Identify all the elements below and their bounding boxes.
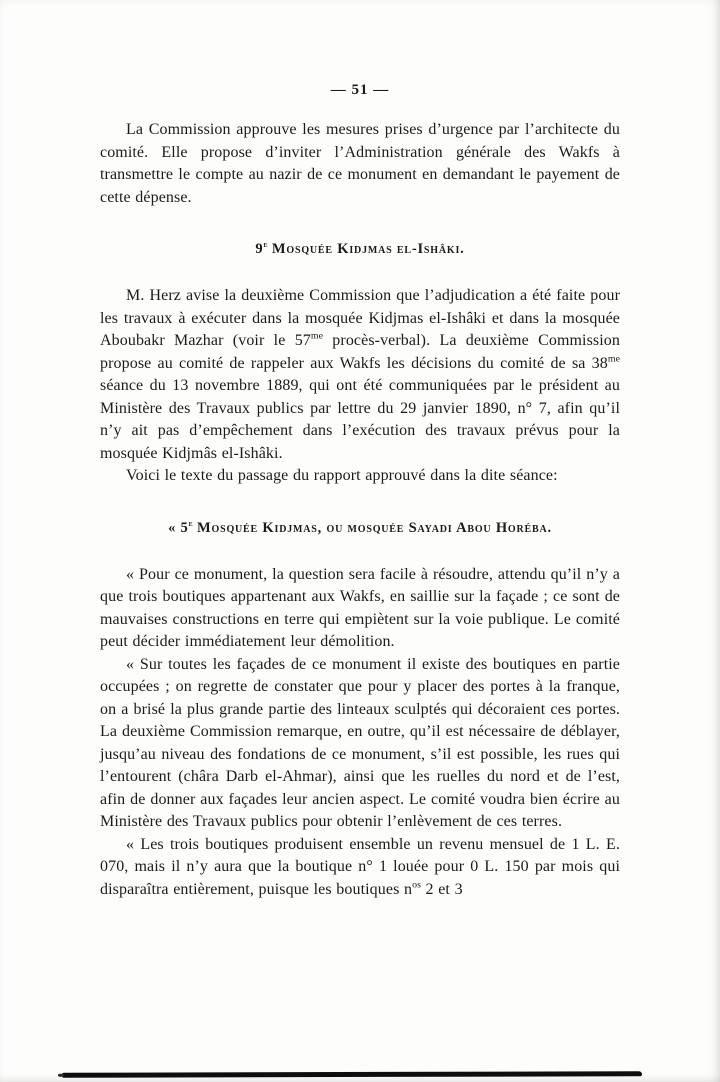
heading-mosquee-kidjmas: 9e Mosquée Kidjmas el-Ishâki. xyxy=(255,239,465,257)
paragraph-voici-texte: Voici le texte du passage du rapport approuvé dans la dite séance: xyxy=(126,467,558,484)
paragraph-quote-demolition: « Pour ce monument, la question sera facile à résoudre, attendu qu’il n’y a que trois boutiques appartenant aux Wakfs, en saillie sur la façade ; ce sont de mauvaises constructions en terre qui empiètent sur la voie publique. Le comité peut décider immédiatement leur démolition. xyxy=(100,565,620,650)
paragraph-commission-approval: La Commission approuve les mesures prises d’urgence par l’architecte du comité. Elle propose d’inviter l’Administration générale des Wakfs à transmettre le compte au nazir de ce monument en demandant le payement de cette dépense. xyxy=(100,121,620,206)
paragraph-herz-adjudication: M. Herz avise la deuxième Commission que l’adjudication a été faite pour les travaux à exécuter dans la mosquée Kidjmas el-Ishâki et dans la mosquée Aboubakr Mazhar (voir le $57^{me}$ procès-verbal). La deuxième Commission propose au comité de rappeler aux Wakfs les décisions du comité de sa $38^{me}$ séance du 13 novembre 1889, qui ont été communiquées par le président au Ministère des Travaux publics par lettre du 29 janvier 1890, n° 7, afin qu’il n’y ait pas d’empêchement dans l’exécution des travaux prévus pour la mosquée Kidjmâs el-Ishâki. xyxy=(100,287,620,462)
paragraph-quote-facades: « Sur toutes les façades de ce monument il existe des boutiques en partie occupées ; on regrette de constater que pour y placer des portes à la franque, on a brisé la plus grande partie des linteaux sculptés qui décoraient ces portes. La deuxième Commission remarque, en outre, qu’il est nécessaire de déblayer, jusqu’au niveau des fondations de ce monument, s’il est possible, les rues qui l’entourent (châra Darb el-Ahmar), ainsi que les ruelles du nord et de l’est, afin de donner aux façades leur ancien aspect. Le comité voudra bien écrire au Ministère des Travaux publics pour obtenir l’enlèvement de ces terres. xyxy=(100,655,620,830)
page-number: — 51 — xyxy=(330,82,390,98)
paragraph-quote-revenu: « Les trois boutiques produisent ensemble un revenu mensuel de 1 L. E. 070, mais il n’y aura que la boutique n° 1 louée pour 0 L. 150 par mois qui disparaîtra entièrement, puisque les boutiques $n^{os}$ 2 et 3 xyxy=(100,835,620,898)
scan-edge-artifact xyxy=(62,1071,642,1078)
text-block xyxy=(100,82,620,901)
heading-quote-mosquee-kidjmas-sayadi: « 5e Mosquée Kidjmas, ou mosquée Sayadi Abou Horéba. xyxy=(168,517,552,536)
